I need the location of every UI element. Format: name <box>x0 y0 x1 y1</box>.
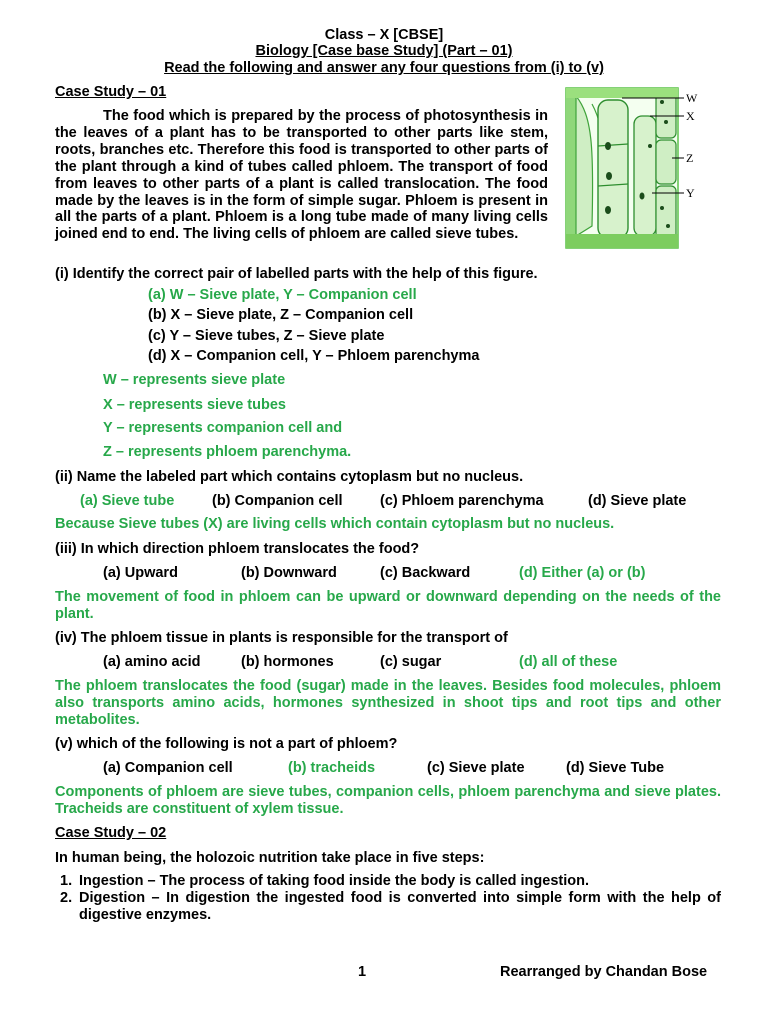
phloem-figure <box>562 86 707 251</box>
figure-label-y: Y <box>686 186 695 200</box>
granule <box>666 224 670 228</box>
question-5: (v) which of the following is not a part of phloem? <box>55 736 398 752</box>
page-number: 1 <box>358 964 367 980</box>
case-study-1-passage: The food which is prepared by the process of photosynthesis in the leaves of a plant has to be transported to other parts like stem, roots, branches etc. Therefore this food is transported to other parts of the plant through a kind of tubes called phloem. The transport of food from leaves to other parts of a plant is called translocation. The food made by the leaves is in the form of simple sugar. Phloem is present in all the parts of a plant. Phloem is a long tube made of many living cells joined end to end. The living cells of phloem are called sieve tubes. <box>55 108 548 243</box>
figure-label-w: W <box>686 91 698 105</box>
nucleus <box>605 206 611 214</box>
q5-explanation: Components of phloem are sieve tubes, companion cells, phloem parenchyma and sieve plates. Tracheids are constituent of xylem tissue. <box>55 784 721 817</box>
granule <box>664 120 668 124</box>
q1-answer-y: Y – represents companion cell and <box>103 420 343 436</box>
header-subject: Biology [Case base Study] (Part – 01) <box>255 43 513 59</box>
sieve-tube-right <box>634 116 656 236</box>
q2-option-b: (b) Companion cell <box>212 493 343 509</box>
figure-label-x: X <box>686 109 695 123</box>
footer-credit: Rearranged by Chandan Bose <box>500 964 708 980</box>
nucleus <box>640 193 645 200</box>
case-study-2-title: Case Study – 02 <box>55 825 167 841</box>
q1-answer-x: X – represents sieve tubes <box>103 397 286 413</box>
q5-option-d: (d) Sieve Tube <box>566 760 665 776</box>
header-class: Class – X [CBSE] <box>324 27 444 43</box>
step-2-number: 2. <box>60 890 73 906</box>
q5-option-a: (a) Companion cell <box>103 760 233 776</box>
q1-answer-w: W – represents sieve plate <box>103 372 286 388</box>
q5-option-b: (b) tracheids <box>288 760 376 776</box>
q4-option-a: (a) amino acid <box>103 654 201 670</box>
left-cell-wall <box>566 88 576 248</box>
phloem-parenchyma-cell <box>656 140 676 184</box>
q4-explanation: The phloem translocates the food (sugar) made in the leaves. Besides food molecules, phloem also transports amino acids, hormones synthesized in shoot tips and root tips and other metabolites. <box>55 678 721 728</box>
q1-answer-z: Z – represents phloem parenchyma. <box>103 444 352 460</box>
bottom-cell-band <box>566 234 678 248</box>
sieve-tube-center <box>598 100 628 238</box>
q2-option-a: (a) Sieve tube <box>80 493 175 509</box>
q5-option-c: (c) Sieve plate <box>427 760 525 776</box>
q2-explanation: Because Sieve tubes (X) are living cells which contain cytoplasm but no nucleus. <box>55 516 615 532</box>
q1-option-c: (c) Y – Sieve tubes, Z – Sieve plate <box>148 328 385 344</box>
nucleus <box>606 172 612 180</box>
nucleus <box>605 142 611 150</box>
case-study-2-intro: In human being, the holozoic nutrition take place in five steps: <box>55 850 485 866</box>
step-2-text: Digestion – In digestion the ingested food is converted into simple form with the help of digestive enzymes. <box>79 890 721 923</box>
top-cell-band <box>566 88 678 98</box>
q4-option-b: (b) hormones <box>241 654 334 670</box>
question-2: (ii) Name the labeled part which contains cytoplasm but no nucleus. <box>55 469 524 485</box>
figure-label-z: Z <box>686 151 694 165</box>
question-4: (iv) The phloem tissue in plants is responsible for the transport of <box>55 630 508 646</box>
q3-option-c: (c) Backward <box>380 565 471 581</box>
granule <box>660 206 664 210</box>
q3-option-b: (b) Downward <box>241 565 337 581</box>
question-3: (iii) In which direction phloem translocates the food? <box>55 541 420 557</box>
q3-explanation: The movement of food in phloem can be upward or downward depending on the needs of the plant. <box>55 589 721 622</box>
granule <box>660 100 664 104</box>
q2-option-d: (d) Sieve plate <box>588 493 687 509</box>
q1-option-b: (b) X – Sieve plate, Z – Companion cell <box>148 307 414 323</box>
step-1-text: Ingestion – The process of taking food inside the body is called ingestion. <box>79 873 589 889</box>
q4-option-d: (d) all of these <box>519 654 618 670</box>
step-1-number: 1. <box>60 873 73 889</box>
question-1: (i) Identify the correct pair of labelled parts with the help of this figure. <box>55 266 538 282</box>
q1-option-a: (a) W – Sieve plate, Y – Companion cell <box>148 287 417 303</box>
q3-option-a: (a) Upward <box>103 565 178 581</box>
q1-option-d: (d) X – Companion cell, Y – Phloem parenchyma <box>148 348 480 364</box>
header-instruction: Read the following and answer any four questions from (i) to (v) <box>164 60 604 76</box>
q3-option-d: (d) Either (a) or (b) <box>519 565 646 581</box>
parenchyma-cell <box>656 186 676 242</box>
q4-option-c: (c) sugar <box>380 654 442 670</box>
granule <box>648 144 652 148</box>
q2-option-c: (c) Phloem parenchyma <box>380 493 544 509</box>
case-study-1-title: Case Study – 01 <box>55 84 167 100</box>
